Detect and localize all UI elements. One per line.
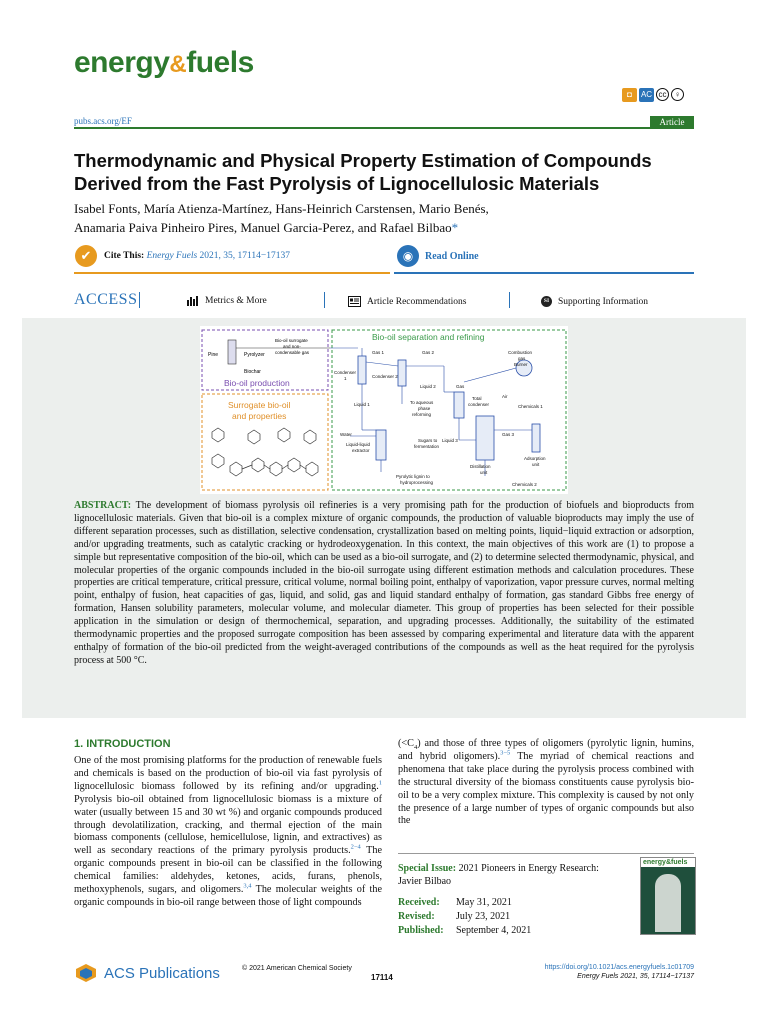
toc-distillation-label-1: Distillation [470,464,491,469]
intro-column-2: $(<C_4)$ and those of three types of oligomers (pyrolytic lignin, humins, and hybrid oligomers).$^{3-5}$ The myriad of chemical reactions and phenomena that take place during the pyrolysis process combined with the structural diversity of the biomass constituents cause pyrolysis bio-oil to be a very complex mixture. This complexity is caused by not only the presence of a large number of types of organic compounds but also the [398,738,694,827]
received-date: Received: May 31, 2021 [398,897,512,908]
metrics-label: Metrics & More [205,296,267,306]
toc-gas1-label: Gas 1 [372,350,385,355]
article-type-badge: Article [650,116,694,128]
cc-icon[interactable]: cc [656,88,669,101]
toc-combustion-label-1: Combustion [508,350,533,355]
cover-journal-name: energy&fuels [641,858,695,867]
section-heading: 1. INTRODUCTION [74,738,171,750]
toc-chemicals2-label: Chemicals 2 [512,482,537,487]
license-icons [622,88,684,102]
toc-adsorption-label-1: Adsorption [524,456,546,461]
reference-link[interactable]: 1 [378,779,382,787]
authors-line-1[interactable]: Isabel Fonts, María Atienza-Martínez, Hans-Heinrich Carstensen, Mario Benés, [74,201,489,216]
abstract-body: The development of biomass pyrolysis oil refineries is a very promising path for the production of biofuels and bioproducts from lignocellulosic materials. Given that bio-oil is a complex mixture of organic compounds, the production of valuable bioproducts may imply the use of different separation processes, such as distillation, selective condensation, crystallization based on melting points, liquid−liquid extraction or adsorption, and/or upgrading treatments, such as catalytic cracking or hydrodeoxygenation. In this context, the main objectives of this work are (1) to propose a simple but representative composition of the bio-oil, which can be used as a bio-oil surrogate, and (2) to determine selected thermodynamic, physical, and molecular properties of the organic compounds included in the bio-oil surrogate using different estimation methods and calculation procedures. These properties are critical temperature, critical pressure, critical volume, normal boiling point, enthalpy of vaporization, vapor pressure curves, normal melting point, enthalpy of fusion, heat capacities of gas, liquid, and solid, gas and liquid standard enthalpy of formation, gas standard Gibbs free energy of formation, Hansen solubility parameters, molecular volume, and molecular diameter. This group of properties has been selected for their possible application in the simulation or design of thermochemical, separation, and upgrading processes. Additionally, the suitability of the estimated thermodynamic properties and the proposed surrogate composition has been assessed by comparing experimental and literature data with the apparent enthalpy of formation of the bio-oil predicted from the weight-averaged contributions of the compounds as well as the heat required for the pyrolysis process at 500 °C. [74,500,694,666]
globe-icon[interactable]: ◉ [397,245,419,267]
supporting-information-link[interactable] [541,296,648,307]
toc-air-label: Air [502,394,508,399]
published-date: Published: September 4, 2021 [398,925,532,936]
toc-surrogate-gas-label-3: condensable gas [275,350,310,355]
cite-icon[interactable]: ✔ [75,245,97,267]
toc-surrogate-title-1: Surrogate bio-oil [228,400,291,410]
toc-chemicals1-label: Chemicals 1 [518,404,543,409]
toc-separation-title: Bio-oil separation and refining [372,332,485,342]
footer-citation: Energy Fuels 2021, 35, 17114−17137 [577,973,694,980]
reference-link[interactable]: 3−5 [500,749,511,757]
toc-liquid2-label: Liquid 2 [420,384,436,389]
toc-lignin-label-1: Pyrolytic lignin to [396,474,430,479]
toc-sugars-label-2: fermentation [414,444,440,449]
toc-surrogate-gas-label-1: Bio-oil surrogate [275,338,308,343]
abstract-label: ABSTRACT: [74,500,132,511]
toc-total-condenser-label-2: condenser [468,402,490,407]
supporting-label: Supporting Information [558,296,648,307]
reference-link[interactable]: 3,4 [243,882,252,890]
toc-water-label: Water [340,432,352,437]
header-rule [74,127,694,129]
toc-pyrolyzer-label: Pyrolyzer [244,352,265,358]
special-issue-link[interactable]: 2021 Pioneers in Energy Research: Javier Bilbao [398,863,599,887]
article-recommendations-link[interactable] [348,296,466,307]
revised-date: Revised: July 23, 2021 [398,911,511,922]
special-issue-cover-image[interactable] [640,857,696,935]
acs-hexagon-icon [74,963,98,983]
journal-url[interactable]: pubs.acs.org/EF [74,116,132,126]
journal-name-part2: fuels [186,46,254,79]
cover-portrait [655,874,681,932]
access-separator [324,292,325,308]
reference-link[interactable]: 2−4 [350,843,361,851]
toc-pine-label: Pine [208,352,219,358]
document-list-icon [348,296,361,307]
toc-biochar-label: Biochar [244,369,261,375]
toc-lle-label-1: Liquid-liquid [346,442,371,447]
special-issue-rule [398,853,694,854]
toc-combustion-label-2: gas [518,356,526,361]
article-title: Thermodynamic and Physical Property Estimation of Compounds Derived from the Fast Pyrolysis of Lignocellulosic Materials [74,150,652,194]
toc-surrogate-gas-label-2: and non- [283,344,301,349]
toc-condenser2-label: Condenser 2 [372,374,398,379]
special-issue-note: Special Issue: 2021 Pioneers in Energy Research: Javier Bilbao [398,863,599,887]
toc-gas-label: Gas [456,384,465,389]
access-separator [139,292,140,308]
toc-aqueous-label-1: To aqueous [410,400,434,405]
authors-line-2[interactable]: Anamaria Paiva Pinheiro Pires, Manuel Garcia-Perez, and Rafael Bilbao* [74,220,459,235]
access-separator [509,292,510,308]
toc-lignin-label-2: hydroprocessing [400,480,434,485]
acs-authorchoice-icon[interactable]: AC [639,88,654,102]
toc-aqueous-label-3: reforming [412,412,432,417]
supporting-info-icon: SI [541,296,552,307]
intro-column-1: One of the most promising platforms for the production of renewable fuels and chemicals is based on the production of bio-oil via fast pyrolysis of lignocellulosic biomass followed by its refining and/or upgrading.$^1$ Pyrolysis bio-oil obtained from lignocellulosic biomass is a mixture of water (usually between 15 and 30 wt %) and organic compounds produced through devolatilization, cracking, and thermal ejection of the main biomass components (cellulose, hemicellulose, lignin, and extractives) as well as secondary reactions of the primary pyrolysis products.$^{2-4}$ The organic compounds present in bio-oil can be classified in the following chemical families: aldehydes, ketones, acids, furans, phenols, methoxyphenols, sugars, and oligomers.$^{3,4}$ The molecular weights of the organic compounds in bio-oil range between those of light compounds [74,755,383,908]
toc-aqueous-label-2: phase [418,406,431,411]
publisher-name: ACS Publications [104,964,220,982]
corresponding-author-star[interactable]: * [451,220,459,235]
toc-bio-oil-production-title: Bio-oil production [224,378,290,388]
acs-publications-logo[interactable] [74,963,220,983]
toc-total-condenser-label-1: Total [472,396,482,401]
toc-distillation-label-2: unit [480,470,488,475]
copyright-notice: © 2021 American Chemical Society [242,965,352,972]
toc-lle-label-2: extractor [352,448,370,453]
open-access-icon[interactable]: ◘ [622,88,637,102]
cite-this-text[interactable]: Cite This: Energy Fuels 2021, 35, 17114−17137 [104,251,291,261]
cite-citation: 2021, 35, 17114−17137 [199,251,291,261]
access-label: ACCESS [74,291,138,308]
read-online-link[interactable]: Read Online [425,251,479,262]
toc-sugars-label-1: Sugars to [418,438,438,443]
toc-graphic [200,326,568,494]
abstract-text [74,500,694,668]
journal-amp: & [169,51,187,78]
toc-gas3-label: Gas 3 [502,432,515,437]
bar-chart-icon [187,296,199,306]
toc-burner-label: Burner [514,362,528,367]
journal-logo[interactable] [74,46,254,80]
cite-journal: Energy Fuels [146,251,198,261]
doi-link[interactable]: https://doi.org/10.1021/acs.energyfuels.1c01709 [544,964,694,971]
toc-adsorption-label-2: unit [532,462,540,467]
page-number: 17114 [371,973,393,982]
journal-name-part1: energy [74,46,170,79]
toc-condenser1-label-1: Condenser [334,370,357,375]
author-list [74,199,694,237]
metrics-more-link[interactable] [187,296,267,306]
toc-gas2-label: Gas 2 [422,350,435,355]
toc-surrogate-title-2: and properties [232,411,287,421]
by-icon[interactable]: ♀ [671,88,684,101]
article-dates [398,896,531,938]
toc-liquid1-label: Liquid 1 [354,402,370,407]
toc-condenser1-label-2: 1 [344,376,347,381]
toc-liquid3-label: Liquid 3 [442,438,458,443]
recommendations-label: Article Recommendations [367,296,467,307]
